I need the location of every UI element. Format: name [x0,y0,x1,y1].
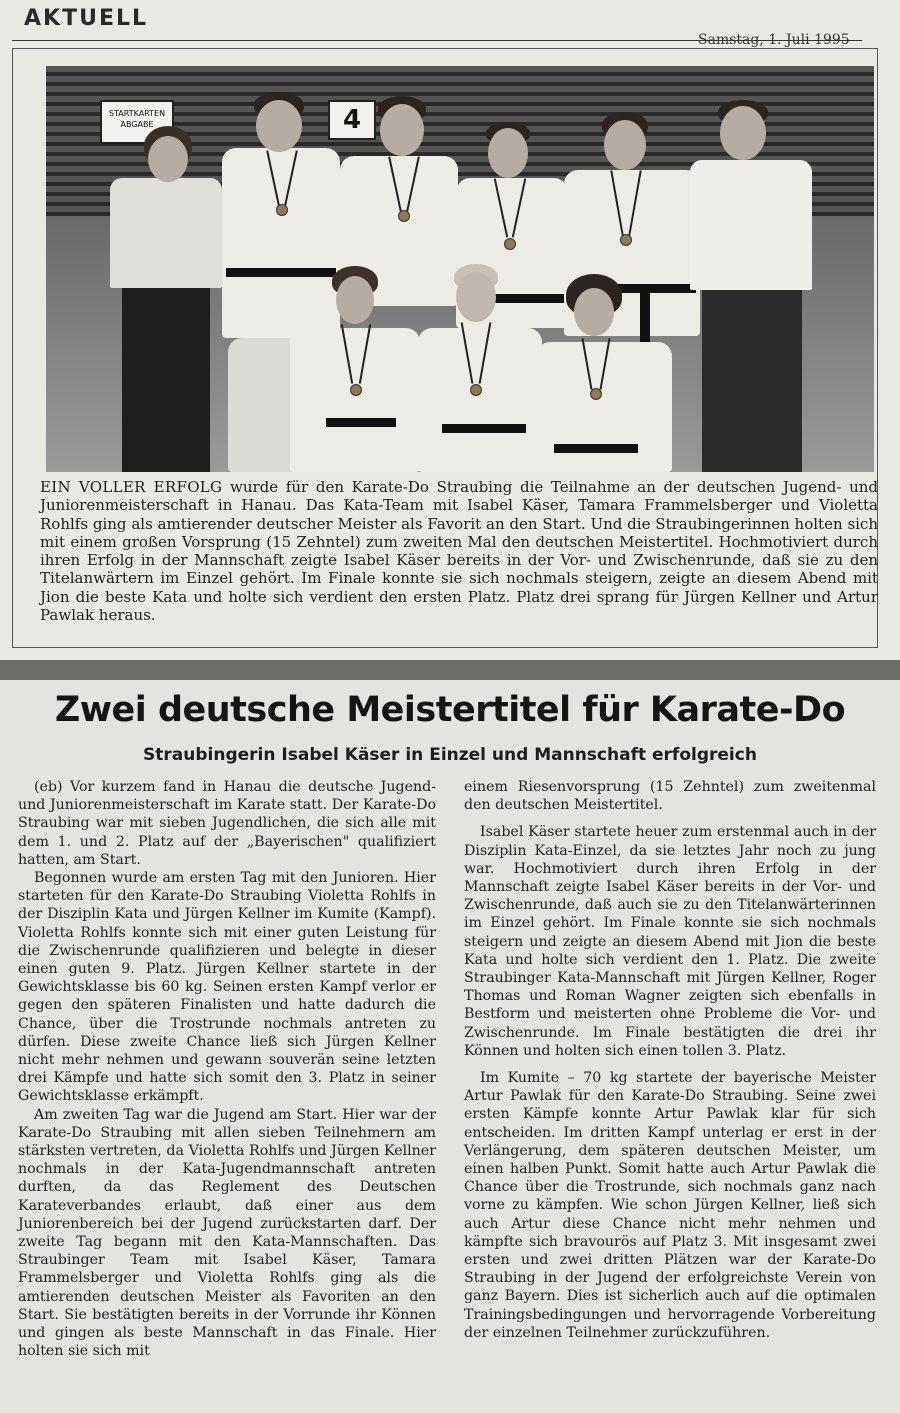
article-column-left [18,778,436,1361]
caption-lead: EIN VOLLER ERFOLG [40,478,223,496]
paragraph: Im Kumite – 70 kg startete der bayerische Meister Artur Pawlak für den Karate-Do Straubing. Seine zwei ersten Kämpfe konnte Artur Pawlak klar für sich entscheiden. Im dritten Kampf unterlag er erst in der Verlängerung, dem späteren deutschen Meister, um einen halben Punkt. Somit hatte auch Artur Pawlak die Chance über die Trostrunde, sich nochmals ganz nach vorne zu kämpfen. Wie schon Jürgen Kellner, ließ sich auch Artur diese Chance nicht mehr nehmen und kämpfte sich bravourös auf Platz 3. Mit insgesamt zwei ersten und zwei dritten Plätzen war der Karate-Do Straubing in der Jugend der erfolgreichste Verein von ganz Bayern. Dies ist sicherlich auch auf die optimalen Trainingsbedingungen und hervorragende Vorbereitung der einzelnen Teilnehmer zurückzuführen. [464,1070,876,1341]
photo-sign-start: STARTKARTEN ABGABE [100,100,174,144]
team-photo [46,66,874,472]
issue-date: Samstag, 1. Juli 1995 [698,32,850,48]
caption-text: wurde für den Karate-Do Straubing die Teilnahme an der deutschen Jugend- und Juniorenmeisterschaft in Hanau. Das Kata-Team mit Isabel Käser, Tamara Frammelsberger und Violetta Rohlfs ging als amtierender deutscher Meister als Favorit an den Start. Und die Straubingerinnen holten sich mit einem großen Vorsprung (15 Zehntel) zum zweiten Mal den deutschen Meistertitel. Hochmotiviert durch ihren Erfolg in der Mannschaft zeigte Isabel Käser bereits in der Vor- und Zwischenrunde, daß sie zu den Titelanwärtern im Einzel gehört. Im Finale konnte sie sich nochmals steigern, zeigte an diesem Abend mit Jion die beste Kata und holte sich verdient den ersten Platz. Platz drei sprang für Jürgen Kellner und Artur Pawlak heraus. [40,478,879,625]
paragraph: Begonnen wurde am ersten Tag mit den Junioren. Hier starteten für den Karate-Do Straubing Violetta Rohlfs in der Disziplin Kata und Jürgen Kellner im Kumite (Kampf). Violetta Rohlfs konnte sich mit einer guten Leistung für die Zwischenrunde qualifizieren und belegte in dieser einen guten 9. Platz. Jürgen Kellner startete in der Gewichtsklasse bis 60 kg. Seinen ersten Kampf verlor er gegen den späteren Finalisten und hatte dadurch die Chance, über die Trostrunde nochmals antreten zu dürfen. Diese zweite Chance ließ sich Jürgen Kellner nicht mehr nehmen und gewann souverän seine letzten drei Kämpfe und hatte sich somit den 3. Platz in seiner Gewichtsklasse erkämpft. [18,870,436,1105]
section-label: AKTUELL [24,6,149,31]
header-rule [12,40,862,41]
article-column-right [464,778,876,1342]
paragraph: Am zweiten Tag war die Jugend am Start. Hier war der Karate-Do Straubing mit allen sieben Teilnehmern am stärksten vertreten, da Violetta Rohlfs und Jürgen Kellner nochmals in der Kata-Jugendmannschaft antreten durften, da das Reglement des Deutschen Karateverbandes erlaubt, daß einer aus dem Juniorenbereich bei der Jugend zurückstarten darf. Der zweite Tag begann mit den Kata-Mannschaften. Das Straubinger Team mit Isabel Käser, Tamara Frammelsberger und Violetta Rohlfs ging als die amtierenden deutschen Meister als Favoriten an den Start. Sie bestätigten bereits in der Vorrunde ihr Können und gingen als beste Mannschaft in das Finale. Hier holten sie sich mit [18,1106,436,1360]
paragraph: Isabel Käser startete heuer zum erstenmal auch in der Disziplin Kata-Einzel, da sie letztes Jahr noch zu jung war. Hochmotiviert durch ihren Erfolg in der Mannschaft zeigte Isabel Käser bereits in der Vor- und Zwischenrunde, daß auch sie zu den Titelanwärterinnen im Einzel gehört. Im Finale konnte sie sich nochmals steigern und zeigte an diesem Abend mit Jion die beste Kata und holte sich verdient den 1. Platz. Die zweite Straubinger Kata-Mannschaft mit Jürgen Kellner, Roger Thomas und Roman Wagner zeigten sich ebenfalls in Bestform und meisterten ohne Probleme die Vor- und Zwischenrunde. Im Finale bestätigten die drei ihr Können und holten sich einen tollen 3. Platz. [464,824,876,1059]
photo-caption [40,478,878,624]
paragraph: einem Riesenvorsprung (15 Zehntel) zum zweitenmal den deutschen Meistertitel. [464,779,876,814]
photo-sign-number: 4 [328,100,376,140]
paragraph: (eb) Vor kurzem fand in Hanau die deutsche Jugend- und Juniorenmeisterschaft im Karate statt. Der Karate-Do Straubing war mit sieben Jugendlichen, die sich alle mit dem 1. und 2. Platz auf der „Bayerischen" qualifiziert hatten, am Start. [18,779,436,868]
article-subheadline: Straubingerin Isabel Käser in Einzel und Mannschaft erfolgreich [143,745,757,765]
article-headline: Zwei deutsche Meistertitel für Karate-Do [54,690,846,730]
